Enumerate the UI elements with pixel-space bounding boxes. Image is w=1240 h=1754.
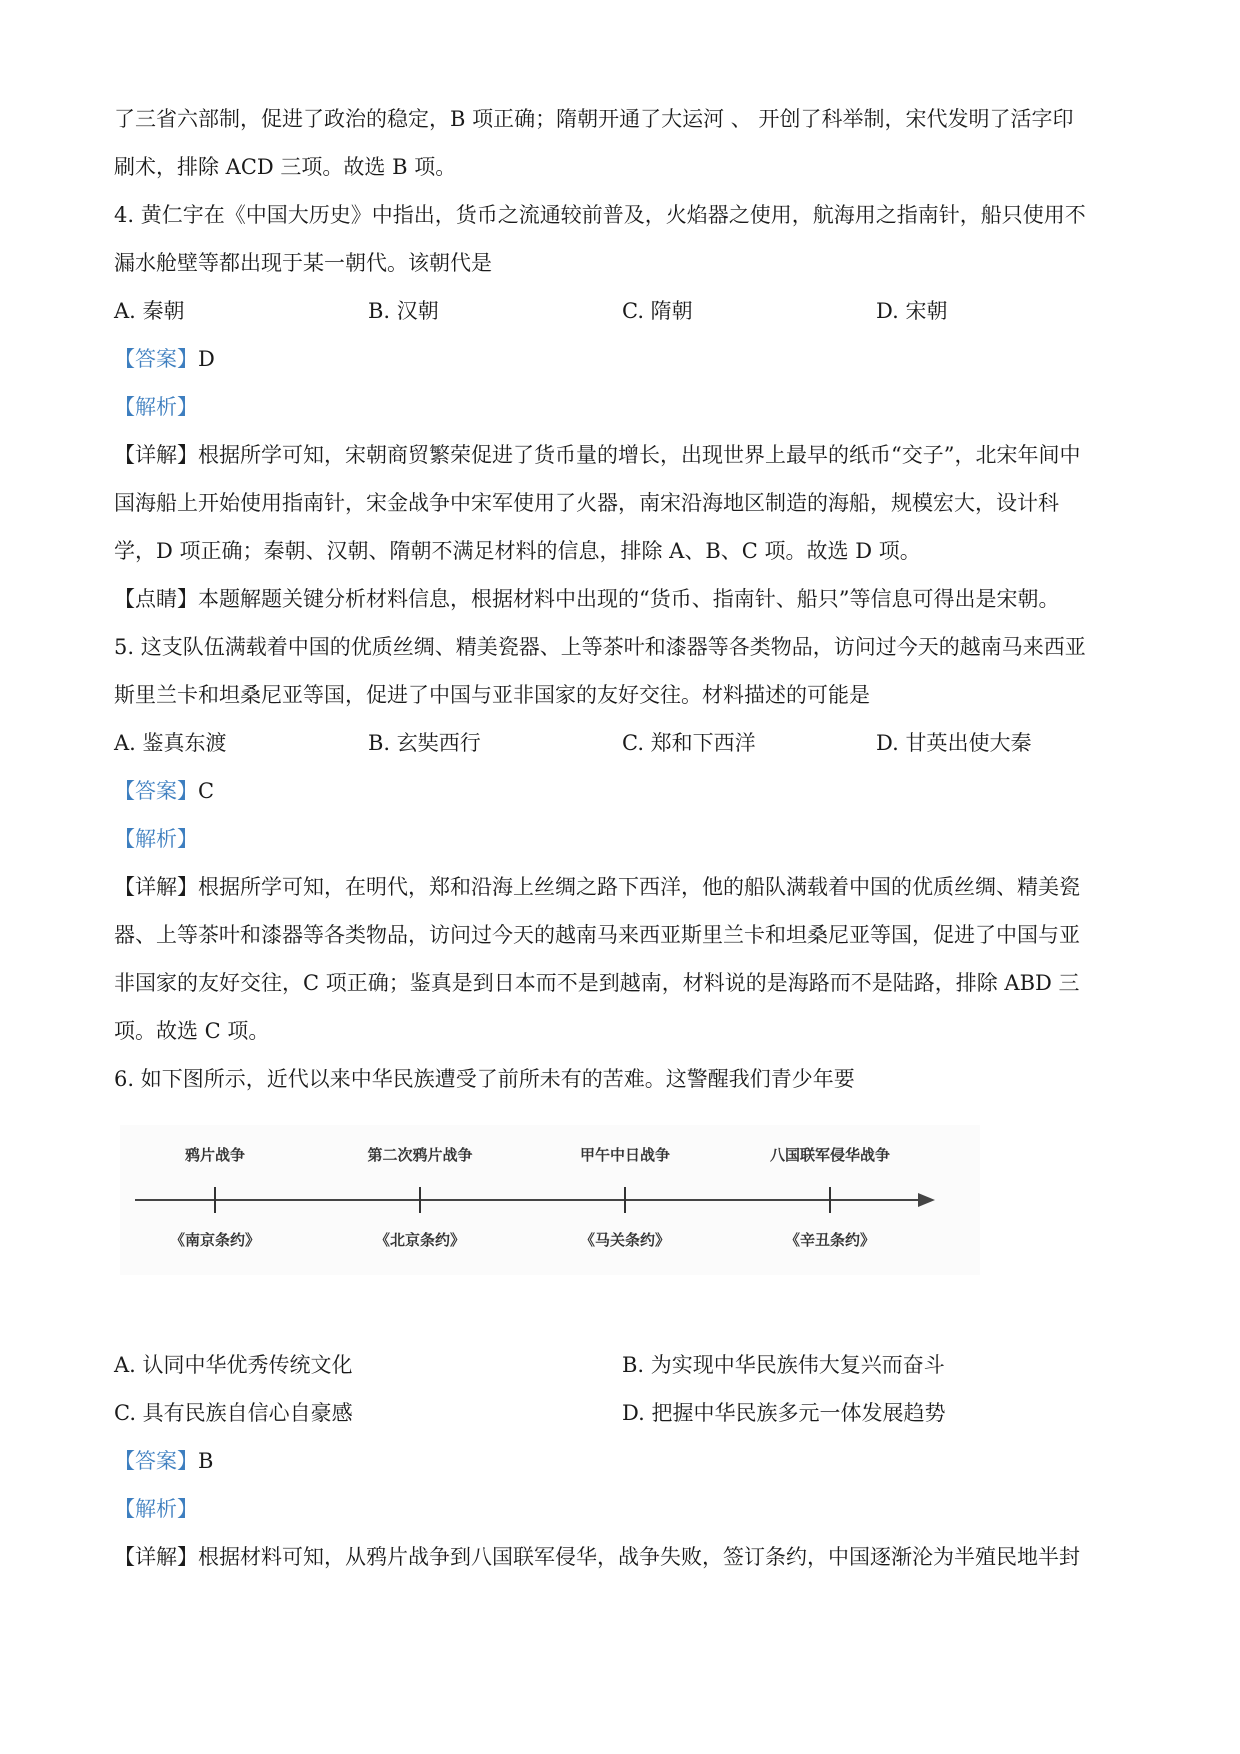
q4-analysis — [114, 392, 1130, 422]
q4-tip — [114, 584, 1130, 614]
timeline-war-2: 第二次鸦片战争 — [367, 1146, 473, 1164]
q6-detail-text-1: 根据材料可知，从鸦片战争到八国联军侵华，战争失败，签订条约，中国逐渐沦为半殖民地半封 — [198, 1545, 1080, 1569]
q6-answer — [114, 1446, 1130, 1476]
q5-option-b: B. 玄奘西行 — [368, 731, 481, 755]
q4-analysis-tag: 【解析】 — [114, 395, 198, 419]
q4-stem-line-2: 漏水舱壁等都出现于某一朝代。该朝代是 — [114, 251, 492, 275]
q5-answer-tag: 【答案】 — [114, 779, 198, 803]
q5-option-d: D. 甘英出使大秦 — [876, 731, 1032, 755]
q4-detail-line-1 — [114, 440, 1130, 470]
q4-tip-text: 本题解题关键分析材料信息，根据材料中出现的“货币、指南针、船只”等信息可得出是宋朝。 — [198, 587, 1060, 611]
q5-answer-value: C — [198, 779, 215, 803]
q6-option-b: B. 为实现中华民族伟大复兴而奋斗 — [622, 1353, 945, 1377]
q5-option-c: C. 郑和下西洋 — [622, 731, 756, 755]
q6-analysis — [114, 1494, 1130, 1524]
timeline-treaty-1: 《南京条约》 — [169, 1231, 261, 1249]
q4-stem-line-1: 4. 黄仁宇在《中国大历史》中指出，货币之流通较前普及，火焰器之使用，航海用之指南针，船只使用不 — [114, 203, 1086, 227]
q5-stem-line-1: 5. 这支队伍满载着中国的优质丝绸、精美瓷器、上等茶叶和漆器等各类物品，访问过今天的越南马来西亚 — [114, 635, 1086, 659]
q5-option-a: A. 鉴真东渡 — [114, 731, 227, 755]
q4-answer-value: D — [198, 347, 215, 371]
q4-option-a: A. 秦朝 — [114, 299, 185, 323]
q6-stem: 6. 如下图所示，近代以来中华民族遭受了前所未有的苦难。这警醒我们青少年要 — [114, 1067, 855, 1091]
q5-detail-line-2: 器、上等茶叶和漆器等各类物品，访问过今天的越南马来西亚斯里兰卡和坦桑尼亚等国，促进了中国与亚 — [114, 923, 1080, 947]
timeline-war-1: 鸦片战争 — [184, 1146, 246, 1164]
q5-analysis-tag: 【解析】 — [114, 827, 198, 851]
timeline-treaty-4: 《辛丑条约》 — [784, 1231, 876, 1249]
q4-option-c: C. 隋朝 — [622, 299, 693, 323]
q4-option-b: B. 汉朝 — [368, 299, 439, 323]
q6-detail-line-1 — [114, 1542, 1130, 1572]
q6-option-d: D. 把握中华民族多元一体发展趋势 — [622, 1401, 946, 1425]
q6-option-c: C. 具有民族自信心自豪感 — [114, 1401, 353, 1425]
timeline-treaty-2: 《北京条约》 — [374, 1231, 466, 1249]
q4-detail-line-2: 国海船上开始使用指南针，宋金战争中宋军使用了火器，南宋沿海地区制造的海船，规模宏大，设计科 — [114, 491, 1059, 515]
q5-detail-tag: 【详解】 — [114, 875, 198, 899]
q4-detail-text-1: 根据所学可知，宋朝商贸繁荣促进了货币量的增长，出现世界上最早的纸币“交子”，北宋年间中 — [198, 443, 1081, 467]
q4-detail-tag: 【详解】 — [114, 443, 198, 467]
q5-detail-line-4: 项。故选 C 项。 — [114, 1019, 270, 1043]
q5-answer — [114, 776, 1130, 806]
q4-answer-tag: 【答案】 — [114, 347, 198, 371]
q5-stem-line-2: 斯里兰卡和坦桑尼亚等国，促进了中国与亚非国家的友好交往。材料描述的可能是 — [114, 683, 870, 707]
q4-answer — [114, 344, 1130, 374]
q4-tip-tag: 【点睛】 — [114, 587, 198, 611]
q6-option-a: A. 认同中华优秀传统文化 — [114, 1353, 353, 1377]
q5-detail-line-1 — [114, 872, 1130, 902]
q5-analysis — [114, 824, 1130, 854]
q5-detail-text-1: 根据所学可知，在明代，郑和沿海上丝绸之路下西洋，他的船队满载着中国的优质丝绸、精美瓷 — [198, 875, 1080, 899]
timeline-figure — [120, 1125, 980, 1275]
timeline-war-3: 甲午中日战争 — [579, 1146, 671, 1164]
timeline-war-4: 八国联军侵华战争 — [769, 1146, 891, 1164]
q4-option-d: D. 宋朝 — [876, 299, 948, 323]
q6-answer-tag: 【答案】 — [114, 1449, 198, 1473]
q5-detail-line-3: 非国家的友好交往，C 项正确；鉴真是到日本而不是到越南，材料说的是海路而不是陆路，排除 ABD 三 — [114, 971, 1080, 995]
q6-answer-value: B — [198, 1449, 214, 1473]
timeline-treaty-3: 《马关条约》 — [579, 1231, 671, 1249]
q4-detail-line-3: 学，D 项正确；秦朝、汉朝、隋朝不满足材料的信息，排除 A、B、C 项。故选 D 项。 — [114, 539, 921, 563]
q6-detail-tag: 【详解】 — [114, 1545, 198, 1569]
q6-analysis-tag: 【解析】 — [114, 1497, 198, 1521]
q3-text-line-2: 刷术，排除 ACD 三项。故选 B 项。 — [114, 155, 457, 179]
q3-text-line-1: 了三省六部制，促进了政治的稳定，B 项正确；隋朝开通了大运河 、 开创了科举制，宋代发明了活字印 — [114, 107, 1074, 131]
